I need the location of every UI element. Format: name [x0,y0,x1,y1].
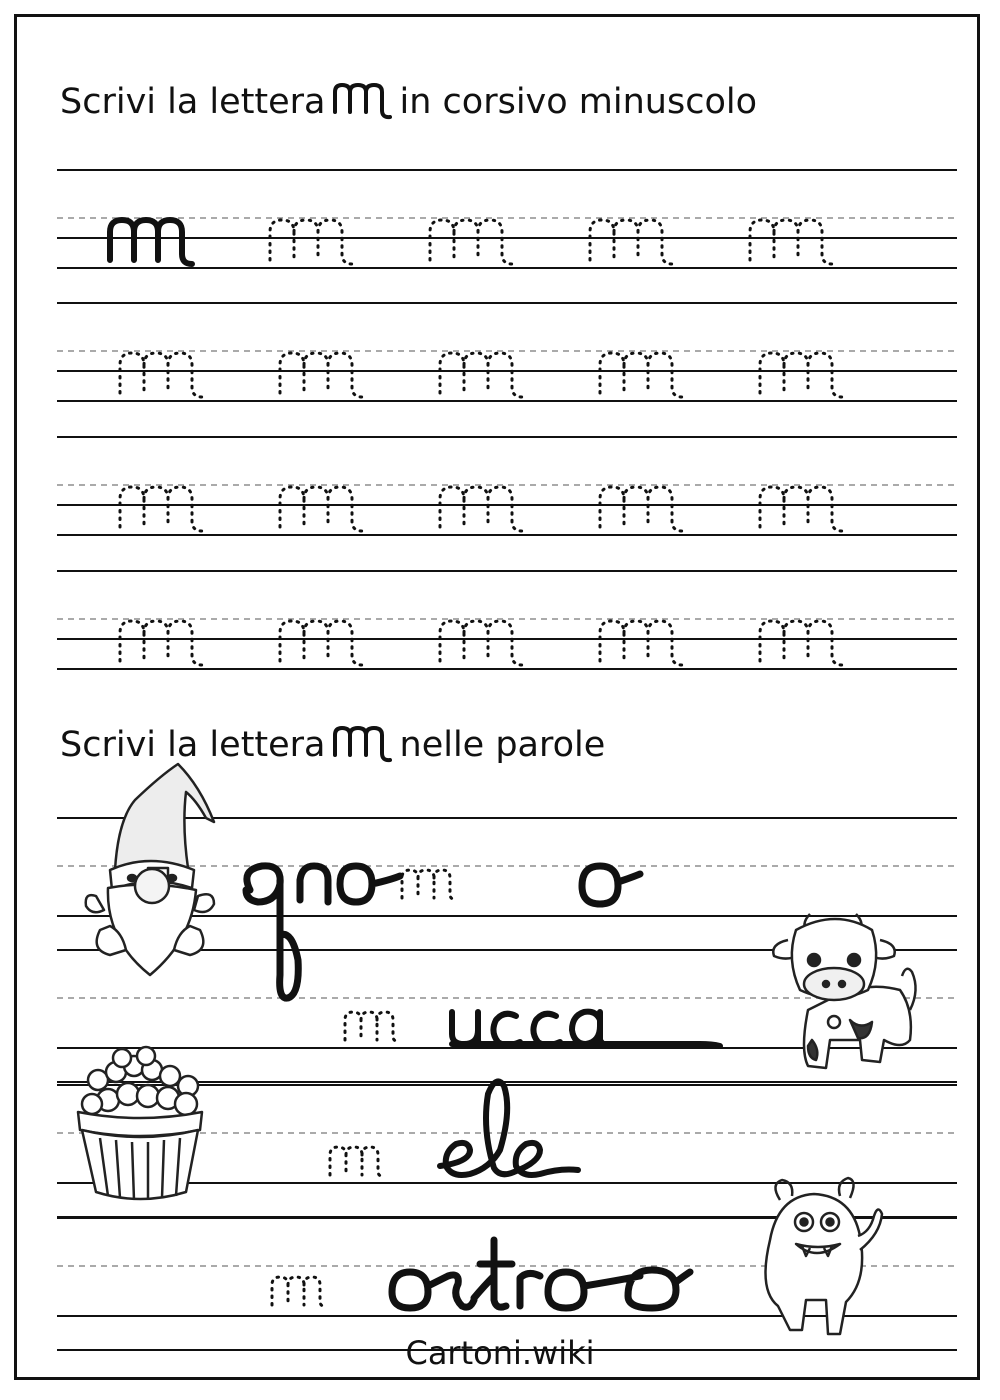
word-gnomo-prefix [246,866,400,998]
word-mele-suffix [440,1082,578,1176]
word-mucca-suffix [452,1012,720,1046]
traced-letter-m [440,487,522,531]
traced-letter-m [440,353,522,397]
word-gnomo-traced [402,870,457,900]
traced-letter-m [600,621,682,665]
cow-icon [773,914,915,1068]
apple-basket-icon [78,1047,202,1200]
traced-letter-m [430,220,512,264]
traced-letter-m [760,353,842,397]
monster-icon [766,1178,883,1334]
word-mostro-traced [272,1277,327,1307]
traced-letter-m [440,621,522,665]
traced-letter-m [590,220,672,264]
traced-letter-m [600,353,682,397]
traced-letter-m [760,621,842,665]
traced-letter-m [120,621,202,665]
word-gnomo [246,866,640,998]
traced-letter-m [120,353,202,397]
traced-letter-m [270,220,352,264]
model-letter-m [110,220,192,264]
practice-rows [110,220,842,665]
heading-text-before: Scrivi la lettera [60,724,326,765]
traced-letter-m [280,353,362,397]
word-mucca-traced [345,1012,400,1042]
footer-site: Cartoni.wiki [405,1334,595,1372]
traced-letter-m [280,487,362,531]
word-mele [330,1082,578,1178]
word-mele-traced [330,1147,385,1177]
word-mostro [272,1240,690,1308]
traced-letter-m [750,220,832,264]
heading-text-before: Scrivi la lettera [60,81,326,122]
traced-letter-m [760,487,842,531]
heading-text-after: nelle parole [399,724,606,765]
heading-text-after: in corsivo minuscolo [399,81,758,122]
traced-letter-m [600,487,682,531]
gnome-icon [86,764,214,975]
word-gnomo-suffix [582,866,640,904]
traced-letter-m [120,487,202,531]
word-mucca [345,1012,720,1046]
traced-letter-m [280,621,362,665]
word-mostro-suffix [392,1240,690,1308]
